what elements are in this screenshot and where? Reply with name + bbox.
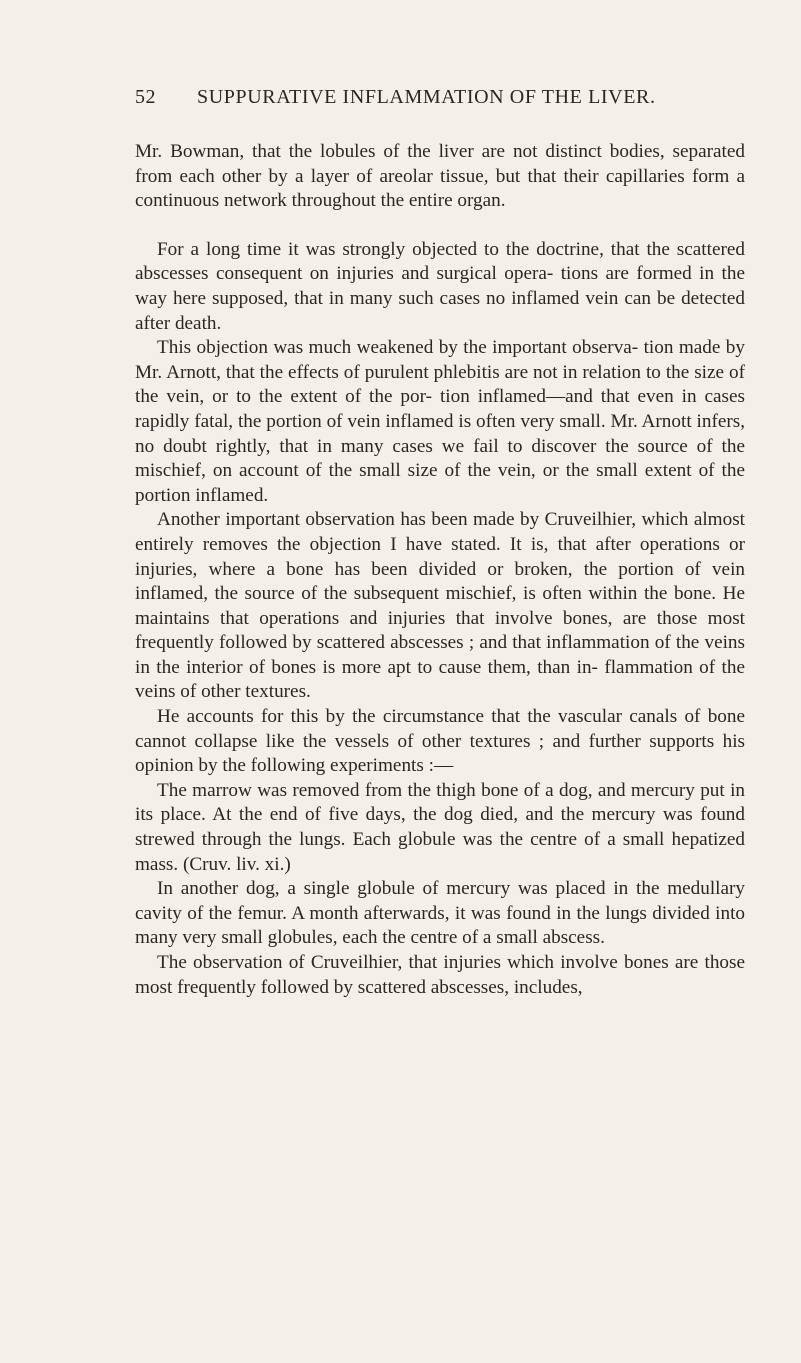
paragraph: He accounts for this by the circumstance that the vascular canals of bone cannot collapse like the vessels of other textures ; and further supports his opinion by the following experiments :—: [135, 706, 745, 777]
body-text: [135, 140, 745, 1000]
paragraph: The observation of Cruveilhier, that injuries which involve bones are those most frequently followed by scattered abscesses, includes,: [135, 952, 745, 998]
page-number: 52: [135, 86, 156, 108]
running-head: SUPPURATIVE INFLAMMATION OF THE LIVER.: [197, 86, 656, 108]
page-header: [135, 86, 735, 116]
paragraph: Another important observation has been made by Cruveilhier, which almost entirely removes the objection I have stated. It is, that after operations or injuries, where a bone has been divided or broken, the portion of vein inflamed, the source of the subsequent mischief, is often within the bone. He maintains that operations and injuries that involve bones, are those most frequently followed by scattered abscesses ; and that inflammation of the veins in the interior of bones is more apt to cause them, than in- flammation of the veins of other textures.: [135, 509, 745, 703]
paragraph: This objection was much weakened by the important observa- tion made by Mr. Arnott, that the effects of purulent phlebitis are not in relation to the size of the vein, or to the extent of the por- tion inflamed—and that even in cases rapidly fatal, the portion of vein inflamed is often very small. Mr. Arnott infers, no doubt rightly, that in many cases we fail to discover the source of the mischief, on account of the small size of the vein, or the small extent of the portion inflamed.: [135, 337, 745, 506]
paragraph: The marrow was removed from the thigh bone of a dog, and mercury put in its place. At the end of five days, the dog died, and the mercury was found strewed through the lungs. Each globule was the centre of a small hepatized mass. (Cruv. liv. xi.): [135, 779, 745, 875]
paragraph-continuation: Mr. Bowman, that the lobules of the liver are not distinct bodies, separated from each other by a layer of areolar tissue, but that their capillaries form a continuous network throughout the entire organ.: [135, 141, 745, 212]
paragraph: For a long time it was strongly objected to the doctrine, that the scattered abscesses consequent on injuries and surgical opera- tions are formed in the way here supposed, that in many such cases no inflamed vein can be detected after death.: [135, 238, 745, 334]
paragraph: In another dog, a single globule of mercury was placed in the medullary cavity of the femur. A month afterwards, it was found in the lungs divided into many very small globules, each the centre of a small abscess.: [135, 878, 745, 949]
